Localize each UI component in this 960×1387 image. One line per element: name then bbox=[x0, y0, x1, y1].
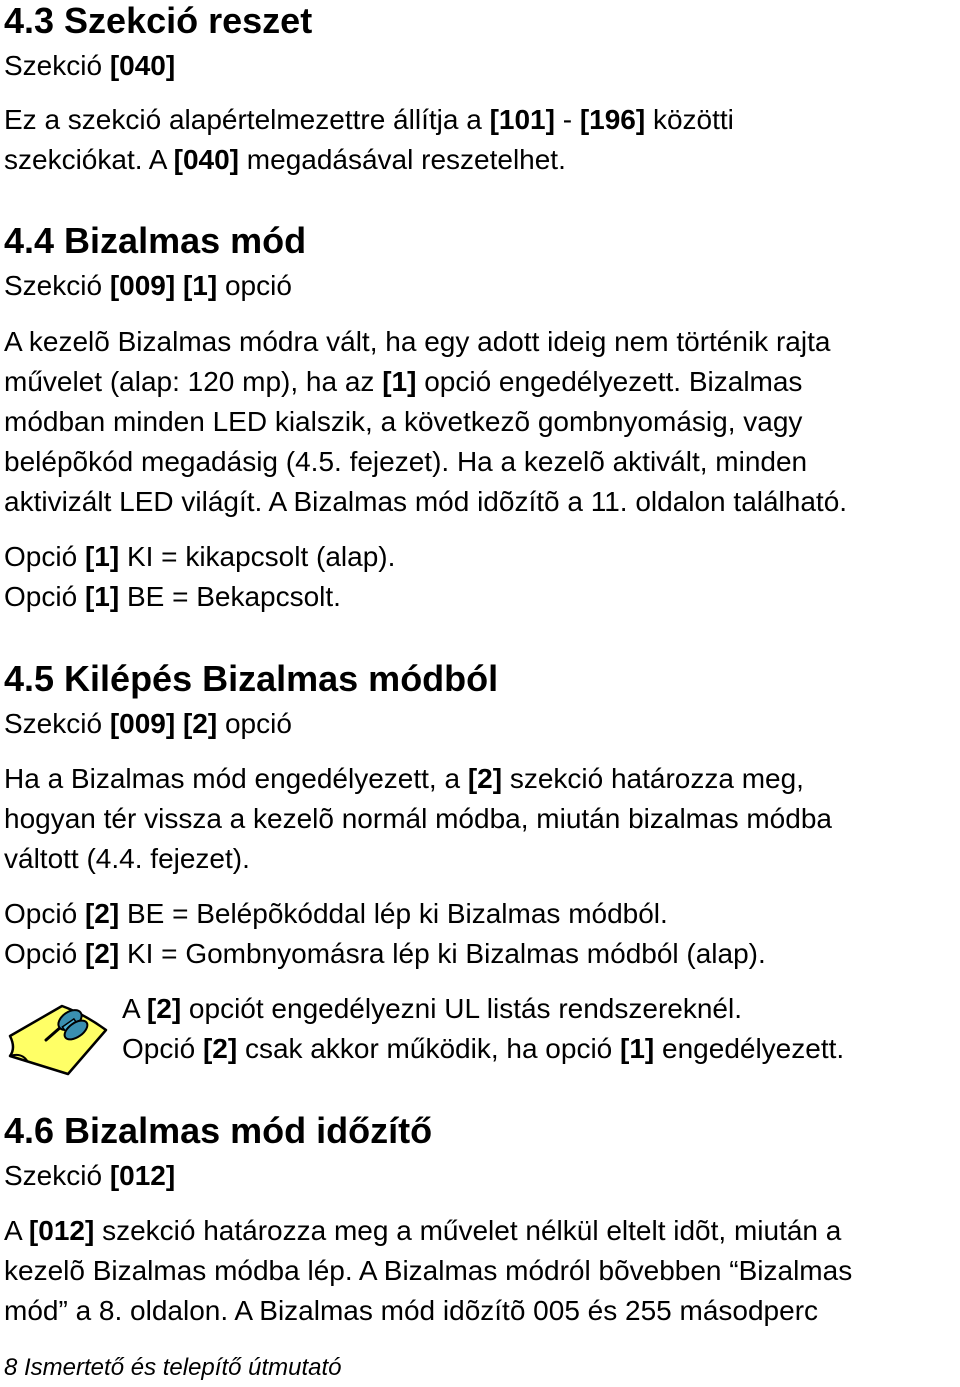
paragraph-line: A [012] szekció határozza meg a művelet nélkül eltelt idõt, miután a bbox=[4, 1215, 842, 1246]
section-ref: Szekció [040] bbox=[4, 50, 176, 81]
pushpin-note-icon bbox=[6, 996, 112, 1078]
paragraph-line: szekciókat. A [040] megadásával reszetelhet. bbox=[4, 144, 566, 175]
option-line: Opció [2] BE = Belépõkóddal lép ki Bizalmas módból. bbox=[4, 898, 668, 929]
paragraph-line: váltott (4.4. fejezet). bbox=[4, 843, 250, 874]
note-line: A [2] opciót engedélyezni UL listás rendszereknél. bbox=[122, 993, 742, 1024]
paragraph-line: Ha a Bizalmas mód engedélyezett, a [2] szekció határozza meg, bbox=[4, 763, 804, 794]
paragraph-line: hogyan tér vissza a kezelõ normál módba, miután bizalmas módba bbox=[4, 803, 832, 834]
heading-4-4: 4.4 Bizalmas mód bbox=[4, 220, 307, 261]
paragraph-line: művelet (alap: 120 mp), ha az [1] opció engedélyezett. Bizalmas bbox=[4, 366, 803, 397]
paragraph-line: Ez a szekció alapértelmezettre állítja a [101] - [196] közötti bbox=[4, 104, 734, 135]
heading-4-5: 4.5 Kilépés Bizalmas módból bbox=[4, 658, 499, 699]
section-ref: Szekció [009] [1] opció bbox=[4, 270, 292, 301]
paragraph-line: módban minden LED kialszik, a következõ gombnyomásig, vagy bbox=[4, 406, 803, 437]
paragraph-line: aktivizált LED világít. A Bizalmas mód idõzítõ a 11. oldalon található. bbox=[4, 486, 848, 517]
paragraph-line: A kezelõ Bizalmas módra vált, ha egy adott ideig nem történik rajta bbox=[4, 326, 831, 357]
heading-4-6: 4.6 Bizalmas mód időzítő bbox=[4, 1110, 433, 1151]
note-line: Opció [2] csak akkor működik, ha opció [1] engedélyezett. bbox=[122, 1033, 845, 1064]
paragraph-line: mód” a 8. oldalon. A Bizalmas mód idõzítõ 005 és 255 másodperc bbox=[4, 1295, 819, 1326]
section-ref: Szekció [009] [2] opció bbox=[4, 708, 292, 739]
option-line: Opció [1] KI = kikapcsolt (alap). bbox=[4, 541, 396, 572]
section-ref: Szekció [012] bbox=[4, 1160, 176, 1191]
page-footer: 8 Ismertető és telepítő útmutató bbox=[4, 1354, 342, 1381]
paragraph-line: belépõkód megadásig (4.5. fejezet). Ha a kezelõ aktivált, minden bbox=[4, 446, 808, 477]
heading-4-3: 4.3 Szekció reszet bbox=[4, 0, 313, 41]
paragraph-line: kezelõ Bizalmas módba lép. A Bizalmas módról bõvebben “Bizalmas bbox=[4, 1255, 853, 1286]
option-line: Opció [1] BE = Bekapcsolt. bbox=[4, 581, 341, 612]
option-line: Opció [2] KI = Gombnyomásra lép ki Bizalmas módból (alap). bbox=[4, 938, 766, 969]
